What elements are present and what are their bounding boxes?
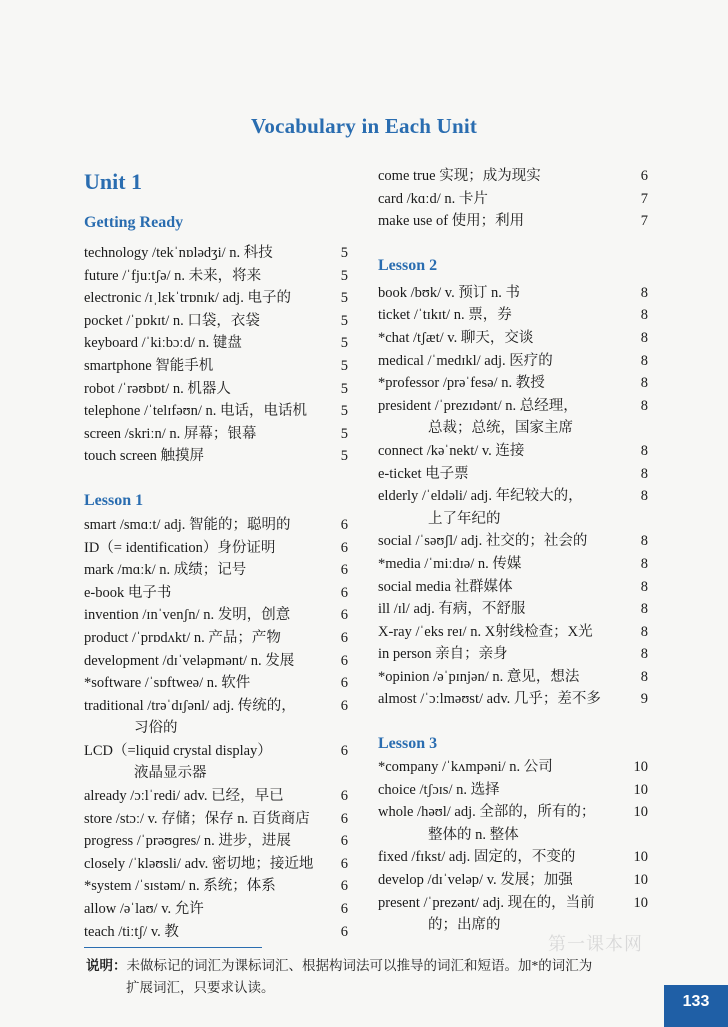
vocab-entry bbox=[378, 327, 648, 350]
vocab-page-number: 8 bbox=[640, 578, 648, 595]
vocab-text: smart /smɑːt/ adj. 智能的；聪明的 bbox=[84, 516, 291, 533]
vocab-text: *system /ˈsɪstəm/ n. 系统；体系 bbox=[84, 878, 276, 895]
vocab-text: *software /ˈsɒftweə/ n. 软件 bbox=[84, 675, 251, 692]
vocab-text: social media 社群媒体 bbox=[378, 578, 513, 595]
vocab-page-number: 10 bbox=[633, 759, 648, 776]
vocab-text: *media /ˈmiːdɪə/ n. 传媒 bbox=[378, 555, 522, 572]
vocab-entry bbox=[378, 643, 648, 666]
vocab-entry bbox=[84, 875, 348, 898]
vocab-page-number: 5 bbox=[340, 448, 348, 465]
vocab-text: robot /ˈrəʊbɒt/ n. 机器人 bbox=[84, 380, 231, 397]
vocab-page-number: 8 bbox=[640, 442, 648, 459]
vocab-text: card /kɑːd/ n. 卡片 bbox=[378, 190, 488, 207]
vocab-page-number: 8 bbox=[640, 623, 648, 640]
vocab-page-number: 8 bbox=[640, 307, 648, 324]
vocab-text: technology /tekˈnɒlədʒi/ n. 科技 bbox=[84, 245, 273, 261]
vocab-text: LCD（=liquid crystal display） bbox=[84, 742, 272, 759]
vocab-entry bbox=[84, 627, 348, 650]
vocab-entry bbox=[378, 869, 648, 892]
vocab-text: develop /dɪˈveləp/ v. 发展；加强 bbox=[378, 872, 573, 889]
vocab-entry bbox=[378, 688, 648, 711]
vocab-text: whole /həʊl/ adj. 全部的，所有的； bbox=[378, 804, 596, 821]
vocab-entry bbox=[84, 514, 348, 537]
section-heading-lesson-2: Lesson 2 bbox=[378, 256, 438, 274]
footnote-divider bbox=[84, 947, 262, 948]
vocab-text: e-ticket 电子票 bbox=[378, 465, 469, 482]
vocab-page-number: 5 bbox=[340, 403, 348, 420]
vocab-text: medical /ˈmedɪkl/ adj. 医疗的 bbox=[378, 352, 553, 369]
vocab-entry bbox=[84, 785, 348, 808]
vocab-page-number: 5 bbox=[340, 335, 348, 352]
vocab-page-number: 10 bbox=[633, 849, 648, 866]
right-column bbox=[378, 165, 648, 937]
footnote-label: 说明： bbox=[86, 958, 127, 973]
vocab-text: ill /ɪl/ adj. 有病，不舒服 bbox=[378, 601, 526, 618]
vocab-entry bbox=[378, 372, 648, 395]
vocab-text: teach /tiːtʃ/ v. 教 bbox=[84, 923, 179, 940]
vocab-page-number: 6 bbox=[340, 675, 348, 692]
vocab-page-number: 8 bbox=[640, 533, 648, 550]
vocab-entry bbox=[84, 265, 348, 288]
vocab-page-number: 6 bbox=[340, 697, 348, 714]
vocab-text: keyboard /ˈkiːbɔːd/ n. 键盘 bbox=[84, 335, 242, 352]
vocab-text: social /ˈsəʊʃl/ adj. 社交的；社会的 bbox=[378, 533, 588, 550]
vocab-page-number: 5 bbox=[340, 357, 348, 374]
vocab-text-continuation: 习俗的 bbox=[134, 720, 178, 737]
vocab-page-number: 6 bbox=[340, 788, 348, 805]
vocab-entry bbox=[84, 559, 348, 582]
vocab-text-continuation: 的；出席的 bbox=[428, 917, 501, 934]
vocab-text: e-book 电子书 bbox=[84, 584, 172, 601]
vocab-entry bbox=[84, 740, 348, 785]
vocab-entry bbox=[378, 485, 648, 530]
vocab-page-number: 5 bbox=[340, 425, 348, 442]
vocab-text: pocket /ˈpɒkɪt/ n. 口袋，衣袋 bbox=[84, 312, 260, 329]
vocab-entry bbox=[378, 756, 648, 779]
vocab-text: present /ˈprezənt/ adj. 现在的，当前 bbox=[378, 894, 595, 911]
vocab-entry bbox=[84, 830, 348, 853]
vocab-entry bbox=[84, 672, 348, 695]
vocab-entry bbox=[378, 440, 648, 463]
vocab-page-number: 6 bbox=[340, 539, 348, 556]
vocab-entry bbox=[378, 846, 648, 869]
vocab-page-number: 6 bbox=[340, 810, 348, 827]
vocab-page-number: 6 bbox=[340, 584, 348, 601]
getting-ready-continued-list bbox=[378, 165, 648, 233]
vocab-text: progress /ˈprəʊɡres/ n. 进步，进展 bbox=[84, 833, 291, 850]
vocab-text: book /bʊk/ v. 预订 n. 书 bbox=[378, 284, 520, 301]
vocab-page-number: 7 bbox=[640, 190, 648, 207]
vocab-text: ID（= identification）身份证明 bbox=[84, 539, 276, 556]
vocab-page-number: 10 bbox=[633, 804, 648, 821]
vocab-text: allow /əˈlaʊ/ v. 允许 bbox=[84, 901, 204, 918]
left-column bbox=[84, 165, 348, 943]
vocab-page-number: 8 bbox=[640, 397, 648, 414]
vocab-entry bbox=[84, 582, 348, 605]
vocab-text: touch screen 触摸屏 bbox=[84, 448, 204, 465]
vocab-entry bbox=[84, 650, 348, 673]
vocab-entry bbox=[378, 598, 648, 621]
vocab-page-number: 6 bbox=[340, 742, 348, 759]
vocab-page-number: 8 bbox=[640, 465, 648, 482]
vocab-text: closely /ˈkləʊsli/ adv. 密切地；接近地 bbox=[84, 855, 314, 872]
vocab-text: future /ˈfjuːtʃə/ n. 未来，将来 bbox=[84, 267, 262, 284]
vocab-entry bbox=[84, 898, 348, 921]
page-title: Vocabulary in Each Unit bbox=[250, 114, 478, 138]
vocab-page-number: 6 bbox=[340, 516, 348, 533]
vocab-text: ticket /ˈtɪkɪt/ n. 票，券 bbox=[378, 307, 512, 324]
vocab-entry bbox=[84, 378, 348, 401]
vocab-page-number: 6 bbox=[340, 878, 348, 895]
vocab-entry bbox=[84, 332, 348, 355]
vocab-text: mark /mɑːk/ n. 成绩；记号 bbox=[84, 562, 247, 579]
watermark: 第一课本网 bbox=[548, 934, 643, 955]
vocab-text: in person 亲自；亲身 bbox=[378, 646, 508, 663]
vocab-entry bbox=[378, 188, 648, 211]
vocab-page-number: 8 bbox=[640, 375, 648, 392]
vocab-page-number: 8 bbox=[640, 284, 648, 301]
vocab-text: *professor /prəˈfesə/ n. 教授 bbox=[378, 375, 545, 392]
vocab-text-continuation: 上了年纪的 bbox=[428, 510, 501, 527]
vocab-entry bbox=[84, 310, 348, 333]
footnote bbox=[86, 955, 676, 999]
vocab-entry bbox=[378, 666, 648, 689]
vocab-entry bbox=[378, 210, 648, 233]
vocab-text: X-ray /ˈeks reɪ/ n. X射线检查；X光 bbox=[378, 623, 593, 640]
vocab-page-number: 8 bbox=[640, 352, 648, 369]
vocab-text: product /ˈprɒdʌkt/ n. 产品；产物 bbox=[84, 629, 281, 646]
vocab-entry bbox=[378, 282, 648, 305]
vocab-text: *chat /tʃæt/ v. 聊天，交谈 bbox=[378, 329, 534, 346]
vocab-text: telephone /ˈtelɪfəʊn/ n. 电话，电话机 bbox=[84, 403, 307, 420]
vocab-entry bbox=[84, 445, 348, 468]
vocab-text: invention /ɪnˈvenʃn/ n. 发明，创意 bbox=[84, 607, 291, 624]
vocab-page-number: 8 bbox=[640, 488, 648, 505]
section-heading-getting-ready: Getting Ready bbox=[84, 214, 184, 231]
page-number-badge: 133 bbox=[664, 985, 728, 1027]
vocab-text: development /dɪˈveləpmənt/ n. 发展 bbox=[84, 652, 295, 669]
section-heading-lesson-3: Lesson 3 bbox=[378, 735, 438, 753]
vocab-page-number: 8 bbox=[640, 646, 648, 663]
vocab-page-number: 5 bbox=[340, 312, 348, 329]
vocab-page-number: 10 bbox=[633, 872, 648, 889]
vocab-page-number: 5 bbox=[340, 290, 348, 307]
vocab-text: come true 实现；成为现实 bbox=[378, 168, 541, 184]
vocab-entry bbox=[84, 808, 348, 831]
vocab-entry bbox=[84, 423, 348, 446]
vocab-entry bbox=[378, 165, 648, 188]
vocab-text: fixed /fɪkst/ adj. 固定的，不变的 bbox=[378, 849, 576, 866]
vocab-text: choice /tʃɔɪs/ n. 选择 bbox=[378, 781, 500, 798]
vocab-page-number: 8 bbox=[640, 601, 648, 618]
vocab-text-continuation: 整体的 n. 整体 bbox=[428, 826, 519, 843]
vocab-page-number: 7 bbox=[640, 213, 648, 230]
vocab-entry bbox=[378, 395, 648, 440]
footnote-line-2: 扩展词汇，只要求认读。 bbox=[126, 980, 275, 995]
vocab-entry bbox=[378, 576, 648, 599]
vocab-page-number: 6 bbox=[640, 168, 648, 184]
vocab-entry bbox=[84, 695, 348, 740]
vocab-text: connect /kəˈnekt/ v. 连接 bbox=[378, 442, 525, 459]
getting-ready-list bbox=[84, 242, 348, 468]
vocab-text: store /stɔː/ v. 存储；保存 n. 百货商店 bbox=[84, 810, 310, 827]
vocab-text: screen /skriːn/ n. 屏幕；银幕 bbox=[84, 425, 257, 442]
vocab-entry bbox=[84, 853, 348, 876]
vocab-entry bbox=[378, 801, 648, 846]
vocab-entry bbox=[84, 242, 348, 265]
vocab-text: already /ɔːlˈredi/ adv. 已经，早已 bbox=[84, 788, 284, 805]
vocab-entry bbox=[378, 463, 648, 486]
vocab-entry bbox=[378, 530, 648, 553]
footnote-line-1: 未做标记的词汇为课标词汇、根据构词法可以推导的词汇和短语。加*的词汇为 bbox=[126, 958, 593, 973]
vocab-page-number: 6 bbox=[340, 901, 348, 918]
vocab-entry bbox=[378, 350, 648, 373]
lesson-2-list bbox=[378, 282, 648, 711]
vocab-entry bbox=[378, 304, 648, 327]
vocab-page-number: 8 bbox=[640, 555, 648, 572]
vocab-entry bbox=[84, 400, 348, 423]
vocab-text: *opinion /əˈpɪnjən/ n. 意见，想法 bbox=[378, 668, 580, 685]
vocab-entry bbox=[84, 921, 348, 944]
vocab-text-continuation: 总裁；总统，国家主席 bbox=[428, 420, 573, 437]
vocab-text: elderly /ˈeldəli/ adj. 年纪较大的， bbox=[378, 488, 583, 505]
vocab-page-number: 6 bbox=[340, 562, 348, 579]
vocab-page-number: 5 bbox=[340, 267, 348, 284]
vocab-page-number: 8 bbox=[640, 668, 648, 685]
vocab-entry bbox=[84, 287, 348, 310]
vocab-text: electronic /ɪˌlɛkˈtrɒnɪk/ adj. 电子的 bbox=[84, 290, 291, 307]
section-heading-lesson-1: Lesson 1 bbox=[84, 491, 144, 509]
unit-title: Unit 1 bbox=[84, 169, 143, 194]
vocab-page-number: 10 bbox=[633, 781, 648, 798]
vocab-page-number: 10 bbox=[633, 894, 648, 911]
vocab-page-number: 6 bbox=[340, 629, 348, 646]
vocab-page-number: 6 bbox=[340, 855, 348, 872]
vocab-text: president /ˈprezɪdənt/ n. 总经理， bbox=[378, 397, 578, 414]
vocab-entry bbox=[378, 553, 648, 576]
lesson-1-list bbox=[84, 514, 348, 943]
vocab-entry bbox=[84, 604, 348, 627]
vocab-text: make use of 使用；利用 bbox=[378, 213, 525, 230]
vocab-text: almost /ˈɔːlməʊst/ adv. 几乎；差不多 bbox=[378, 691, 601, 708]
vocab-page-number: 5 bbox=[340, 245, 348, 261]
vocab-page-number: 6 bbox=[340, 833, 348, 850]
vocab-text: smartphone 智能手机 bbox=[84, 357, 214, 374]
vocab-page-number: 6 bbox=[340, 923, 348, 940]
vocab-page-number: 5 bbox=[340, 380, 348, 397]
vocab-text: *company /ˈkʌmpəni/ n. 公司 bbox=[378, 759, 553, 776]
vocab-page-number: 8 bbox=[640, 329, 648, 346]
vocab-text-continuation: 液晶显示器 bbox=[134, 765, 207, 782]
vocab-entry bbox=[84, 355, 348, 378]
lesson-3-list bbox=[378, 756, 648, 937]
vocab-entry bbox=[378, 779, 648, 802]
vocab-text: traditional /trəˈdɪʃənl/ adj. 传统的， bbox=[84, 697, 296, 714]
vocab-entry bbox=[378, 621, 648, 644]
vocab-page-number: 9 bbox=[640, 691, 648, 708]
vocab-entry bbox=[84, 537, 348, 560]
vocab-page-number: 6 bbox=[340, 607, 348, 624]
vocab-page-number: 6 bbox=[340, 652, 348, 669]
